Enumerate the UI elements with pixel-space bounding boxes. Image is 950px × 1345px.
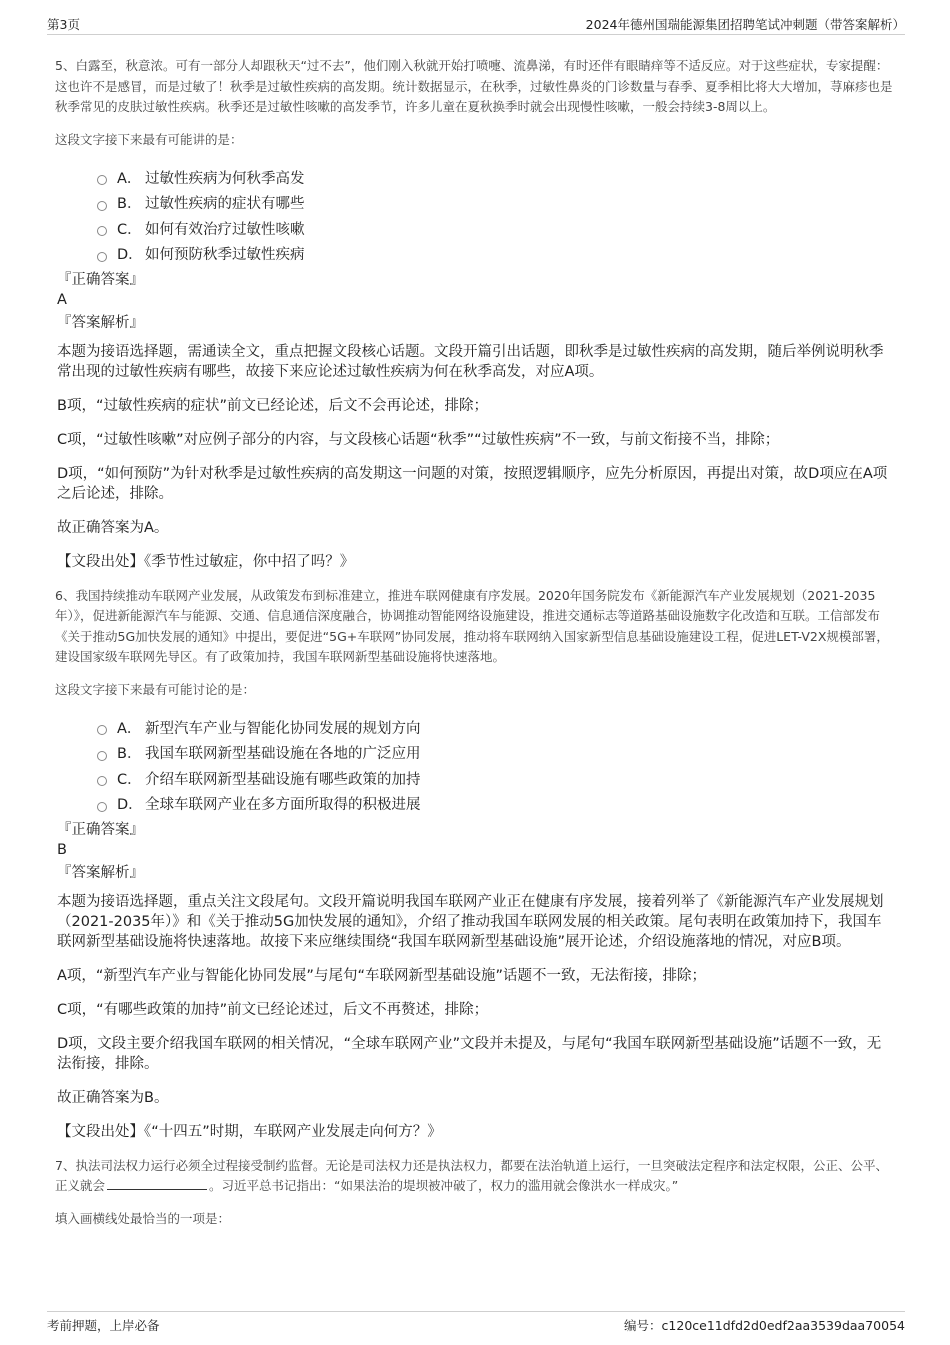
radio-icon[interactable] [97,175,107,185]
analysis-conclusion: 故正确答案为B。 [57,1089,169,1106]
page-header [47,10,905,35]
radio-icon[interactable] [97,751,107,761]
correct-answer: A [57,291,67,308]
question-6-prompt: 这段文字接下来最有可能讨论的是： [55,681,256,697]
question-7-stem-start: 7、执法司法权力运行必须全过程接受制约监督。无论是司法权力还是执法权力，都要在法治轨道上运行，一旦突破法定程序和法定权限，公正、公平、正义就会 [55,1157,888,1193]
option-a[interactable] [97,715,894,741]
radio-icon[interactable] [97,226,107,236]
fill-in-blank [107,1177,207,1190]
question-5-options [97,165,894,267]
option-letter: D． [117,797,143,814]
question-7-stem [55,1156,894,1197]
footer-slogan: 考前押题，上岸必备 [47,1318,160,1333]
analysis-paragraph: 本题为接语选择题，重点关注文段尾句。文段开篇说明我国车联网产业正在健康有序发展，接着列举了《新能源汽车产业发展规划（2021-2035年）》和《关于推动5G加快发展的通知》，介绍了推动我国车联网发展的相关政策。尾句表明在政策加持下，我国车联网新型基础设施将快速落地。故接下来应继续围绕“我国车联网新型基础设施”展开论述，介绍设施落地的情况，对应B项。 [57,893,884,950]
question-7 [55,1156,894,1229]
option-letter: B． [117,746,142,763]
question-5-stem: 5、白露至，秋意浓。可有一部分人却跟秋天“过不去”，他们刚入秋就开始打喷嚏、流鼻涕，有时还伴有眼睛痒等不适反应。对于这些症状，专家提醒：这也许不是感冒，而是过敏了！秋季是过敏性疾病的高发期。统计数据显示，在秋季，过敏性鼻炎的门诊数量与春季、夏季相比将大大增加，荨麻疹也是秋季常见的皮肤过敏性疾病。秋季还是过敏性咳嗽的高发季节，许多儿童在夏秋换季时就会出现慢性咳嗽，一般会持续3-8周以上。 [55,58,893,114]
question-5 [55,56,894,572]
analysis-body [55,892,894,1142]
option-letter: A． [117,720,142,737]
document-title: 2024年德州国瑞能源集团招聘笔试冲刺题（带答案解析） [585,17,905,32]
radio-icon[interactable] [97,252,107,262]
analysis-paragraph: B项，“过敏性疾病的症状”前文已经论述，后文不会再论述，排除； [57,397,488,414]
radio-icon[interactable] [97,201,107,211]
question-content [55,56,894,1229]
analysis-body [55,342,894,572]
question-5-prompt: 这段文字接下来最有可能讲的是： [55,131,243,147]
text-source: 【文段出处】《季节性过敏症，你中招了吗？》 [57,553,355,570]
option-d[interactable] [97,791,894,817]
option-d[interactable] [97,241,894,267]
analysis-conclusion: 故正确答案为A。 [57,519,169,536]
correct-answer-label: 『正确答案』 [57,271,144,288]
text-source: 【文段出处】《“十四五”时期，车联网产业发展走向何方？》 [57,1123,442,1140]
option-letter: B． [117,196,142,213]
analysis-paragraph: 本题为接语选择题，需通读全文，重点把握文段核心话题。文段开篇引出话题，即秋季是过敏性疾病的高发期，随后举例说明秋季常出现的过敏性疾病有哪些，故接下来应论述过敏性疾病为何在秋季高发，对应A项。 [57,343,884,380]
option-text: 新型汽车产业与智能化协同发展的规划方向 [145,720,421,737]
option-text: 过敏性疾病的症状有哪些 [145,196,305,213]
question-6 [55,586,894,1142]
page-footer [47,1311,905,1336]
option-letter: C． [117,221,142,238]
option-text: 如何有效治疗过敏性咳嗽 [145,221,305,238]
radio-icon[interactable] [97,725,107,735]
option-letter: C． [117,771,142,788]
analysis-paragraph: C项，“过敏性咳嗽”对应例子部分的内容，与文段核心话题“秋季”“过敏性疾病”不一致，与前文衔接不当，排除； [57,431,780,448]
analysis-paragraph: D项，文段主要介绍我国车联网的相关情况，“全球车联网产业”文段并未提及，与尾句“我国车联网新型基础设施”话题不一致，无法衔接，排除。 [57,1035,882,1072]
option-b[interactable] [97,740,894,766]
option-text: 我国车联网新型基础设施在各地的广泛应用 [145,746,421,763]
question-7-stem-end: 。习近平总书记指出：“如果法治的堤坝被冲破了，权力的滥用就会像洪水一样成灾。” [209,1178,679,1193]
question-6-options [97,715,894,817]
option-text: 如何预防秋季过敏性疾病 [145,247,305,264]
question-7-prompt: 填入画横线处最恰当的一项是： [55,1210,231,1226]
option-a[interactable] [97,165,894,191]
option-c[interactable] [97,216,894,242]
question-6-stem: 6、我国持续推动车联网产业发展，从政策发布到标准建立，推进车联网健康有序发展。2020年国务院发布《新能源汽车产业发展规划（2021-2035年）》，促进新能源汽车与能源、交通、信息通信深度融合，协调推动智能网络设施建设，推进交通标志等道路基础设施数字化改造和互联。工信部发布《关于推动5G加快发展的通知》中提出，要促进“5G+车联网”协同发展，推动将车联网纳入国家新型信息基础设施建设工程，促进LET-V2X规模部署，建设国家级车联网先导区。有了政策加持，我国车联网新型基础设施将快速落地。 [55,587,889,664]
radio-icon[interactable] [97,802,107,812]
analysis-label: 『答案解析』 [57,864,144,881]
option-letter: A． [117,170,142,187]
page-number: 第3页 [47,17,80,32]
document-code: 编号：c120ce11dfd2d0edf2aa3539daa70054 [624,1318,905,1333]
option-letter: D． [117,247,143,264]
option-c[interactable] [97,766,894,792]
correct-answer: B [57,841,67,858]
option-b[interactable] [97,190,894,216]
option-text: 全球车联网产业在多方面所取得的积极进展 [145,797,421,814]
radio-icon[interactable] [97,776,107,786]
analysis-paragraph: D项，“如何预防”为针对秋季是过敏性疾病的高发期这一问题的对策，按照逻辑顺序，应先分析原因，再提出对策，故D项应在A项之后论述，排除。 [57,465,888,502]
option-text: 过敏性疾病为何秋季高发 [145,170,305,187]
analysis-label: 『答案解析』 [57,314,144,331]
correct-answer-label: 『正确答案』 [57,821,144,838]
option-text: 介绍车联网新型基础设施有哪些政策的加持 [145,771,421,788]
analysis-paragraph: C项，“有哪些政策的加持”前文已经论述过，后文不再赘述，排除； [57,1001,489,1018]
analysis-paragraph: A项，“新型汽车产业与智能化协同发展”与尾句“车联网新型基础设施”话题不一致，无法衔接，排除； [57,967,706,984]
